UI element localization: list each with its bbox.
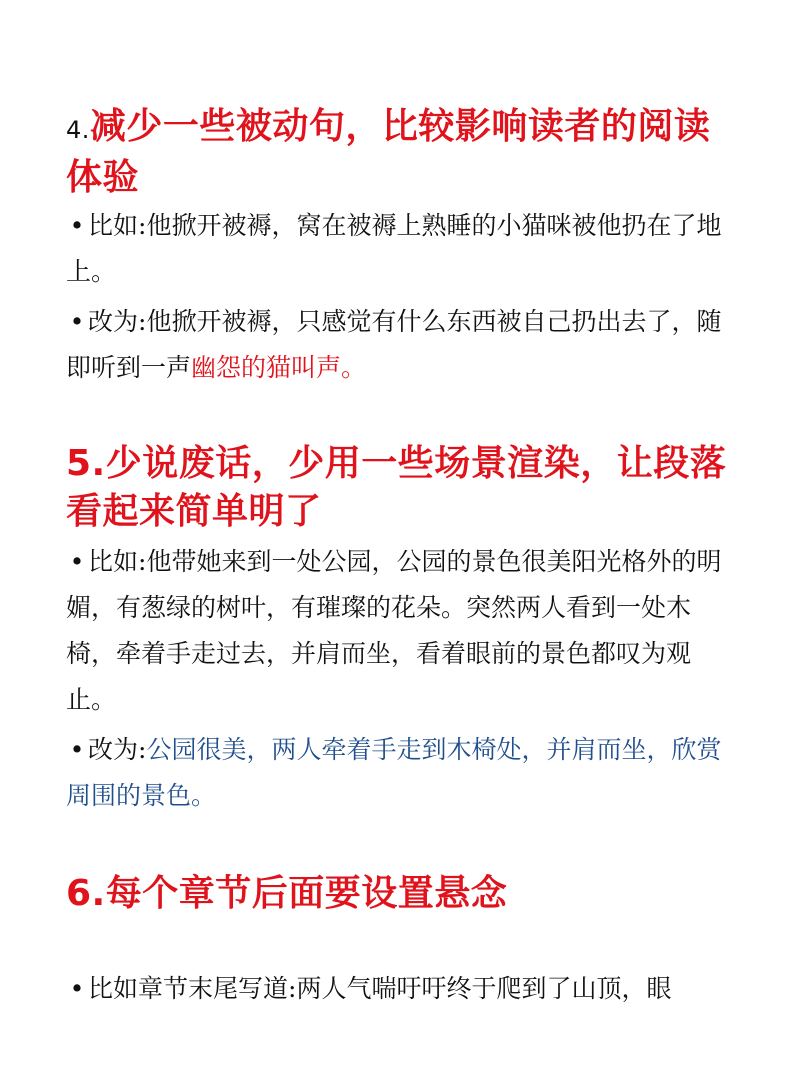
section-5-title: 少说废话，少用一些场景渲染，让段落看起来简单明了 <box>66 443 727 532</box>
bullet-icon: • <box>69 307 85 336</box>
section-5-number: 5. <box>66 443 106 484</box>
section-6-example-text: 两人气喘吁吁终于爬到了山顶，眼 <box>296 974 672 1003</box>
section-5-example <box>66 539 738 723</box>
section-6-heading-block <box>66 870 738 918</box>
section-5-example-text: 他带她来到一处公园，公园的景色很美阳光格外的明媚，有葱绿的树叶，有璀璨的花朵。突然两人看到一处木椅，牵着手走过去，并肩而坐，看着眼前的景色都叹为观止。 <box>66 547 722 714</box>
section-4-revised-label: 改为: <box>88 307 147 336</box>
section-4-example-text: 他掀开被褥，窝在被褥上熟睡的小猫咪被他扔在了地上。 <box>66 211 722 286</box>
section-5-revised-highlight: 公园很美，两人牵着手走到木椅处，并肩而坐，欣赏周围的景色。 <box>66 735 722 810</box>
section-6-number: 6. <box>66 873 106 914</box>
section-6-example <box>66 966 738 1012</box>
section-5-revised <box>66 727 738 819</box>
section-4-example <box>66 203 738 295</box>
section-4-number: 4. <box>66 116 90 144</box>
section-4-heading <box>66 103 738 202</box>
section-5-example-label: 比如: <box>88 547 147 576</box>
bullet-icon: • <box>69 211 85 240</box>
section-5-heading <box>66 440 738 536</box>
section-4-heading-block <box>66 103 738 202</box>
bullet-icon: • <box>69 735 85 764</box>
section-4-example-label: 比如: <box>88 211 147 240</box>
section-5-revised-label: 改为: <box>88 735 147 764</box>
bullet-icon: • <box>69 974 85 1003</box>
section-4-title: 减少一些被动句，比较影响读者的阅读体验 <box>66 106 711 198</box>
section-4-revised-text: 他掀开被褥，只感觉有什么东西被自己扔出去了，随即听到一声 <box>66 307 722 382</box>
section-6-title: 每个章节后面要设置悬念 <box>105 873 508 914</box>
bullet-icon: • <box>69 547 85 576</box>
section-6-example-label: 比如章节末尾写道: <box>88 974 297 1003</box>
section-4-revised <box>66 299 738 391</box>
section-6-heading <box>66 870 738 918</box>
section-5-heading-block <box>66 440 738 536</box>
section-4-revised-highlight: 幽怨的猫叫声。 <box>191 353 367 382</box>
